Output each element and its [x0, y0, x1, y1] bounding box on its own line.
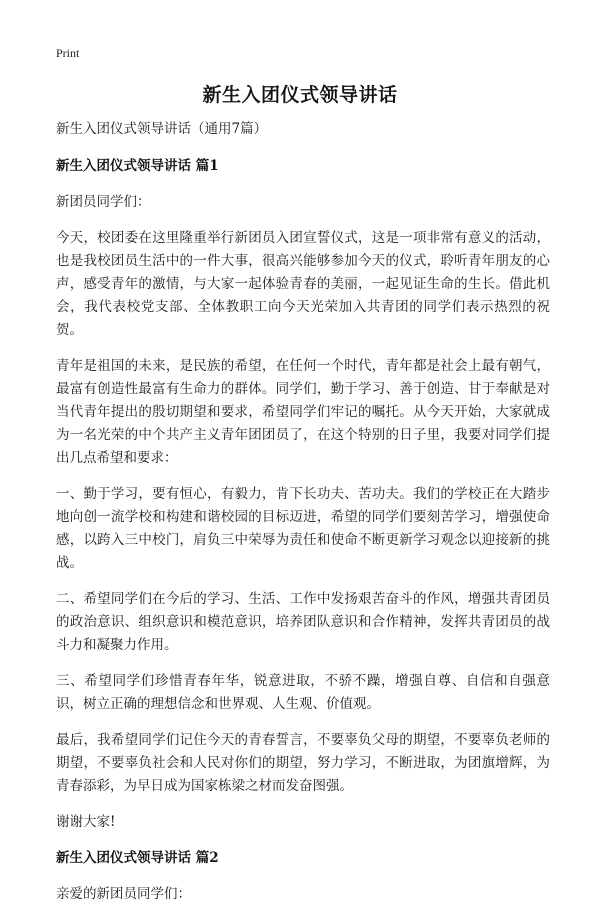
salutation-2: 亲爱的新团员同学们： — [56, 886, 191, 902]
page-title: 新生入团仪式领导讲话 — [202, 84, 398, 106]
section-heading-1: 新生入团仪式领导讲话 篇1 — [56, 158, 219, 174]
section-heading-2: 新生入团仪式领导讲话 篇2 — [56, 850, 219, 866]
paragraph: 二、希望同学们在今后的学习、生活、工作中发扬艰苦奋斗的作风，增强共青团员的政治意识、组织意识和模范意识，培养团队意识和合作精神，发挥共青团员的战斗力和凝聚力作用。 — [56, 591, 550, 653]
document-body — [56, 118, 550, 919]
paragraph: 今天，校团委在这里隆重举行新团员入团宣誓仪式，这是一项非常有意义的活动，也是我校团员生活中的一件大事，很高兴能够参加今天的仪式，聆听青年朋友的心声，感受青年的激情，与大家一起体验青春的美丽，一起见证生命的生长。借此机会，我代表校党支部、全体教职工向今天光荣加入共青团的同学们表示热烈的祝贺。 — [56, 230, 550, 338]
print-link[interactable]: Print — [56, 46, 80, 60]
paragraph: 三、希望同学们珍惜青春年华，锐意进取，不骄不躁，增强自尊、自信和自强意识，树立正确的理想信念和世界观、人生观、价值观。 — [56, 673, 550, 712]
paragraph: 一、勤于学习，要有恒心，有毅力，肯下长功夫、苦功夫。我们的学校正在大踏步地向创一流学校和构建和谐校园的目标迈进，希望的同学们要刻苦学习，增强使命感，以跨入三中校门，肩负三中荣辱为责任和使命不断更新学习观念以迎接新的挑战。 — [56, 486, 550, 571]
closing-line: 谢谢大家! — [56, 814, 116, 830]
document-subtitle: 新生入团仪式领导讲话（通用7篇） — [56, 121, 268, 137]
paragraph: 最后，我希望同学们记住今天的青春誓言，不要辜负父母的期望，不要辜负老师的期望，不要辜负社会和人民对你们的期望，努力学习，不断进取，为团旗增辉，为青春添彩，为早日成为国家栋梁之材而发奋图强。 — [56, 732, 550, 794]
paragraph: 青年是祖国的未来，是民族的希望，在任何一个时代，青年都是社会上最有朝气，最富有创造性最富有生命力的群体。同学们，勤于学习、善于创造、甘于奉献是对当代青年提出的殷切期望和要求，希望同学们牢记的嘱托。从今天开始，大家就成为一名光荣的中个共产主义青年团团员了，在这个特别的日子里，我要对同学们提出几点希望和要求： — [56, 358, 550, 466]
salutation-1: 新团员同学们： — [56, 194, 151, 210]
